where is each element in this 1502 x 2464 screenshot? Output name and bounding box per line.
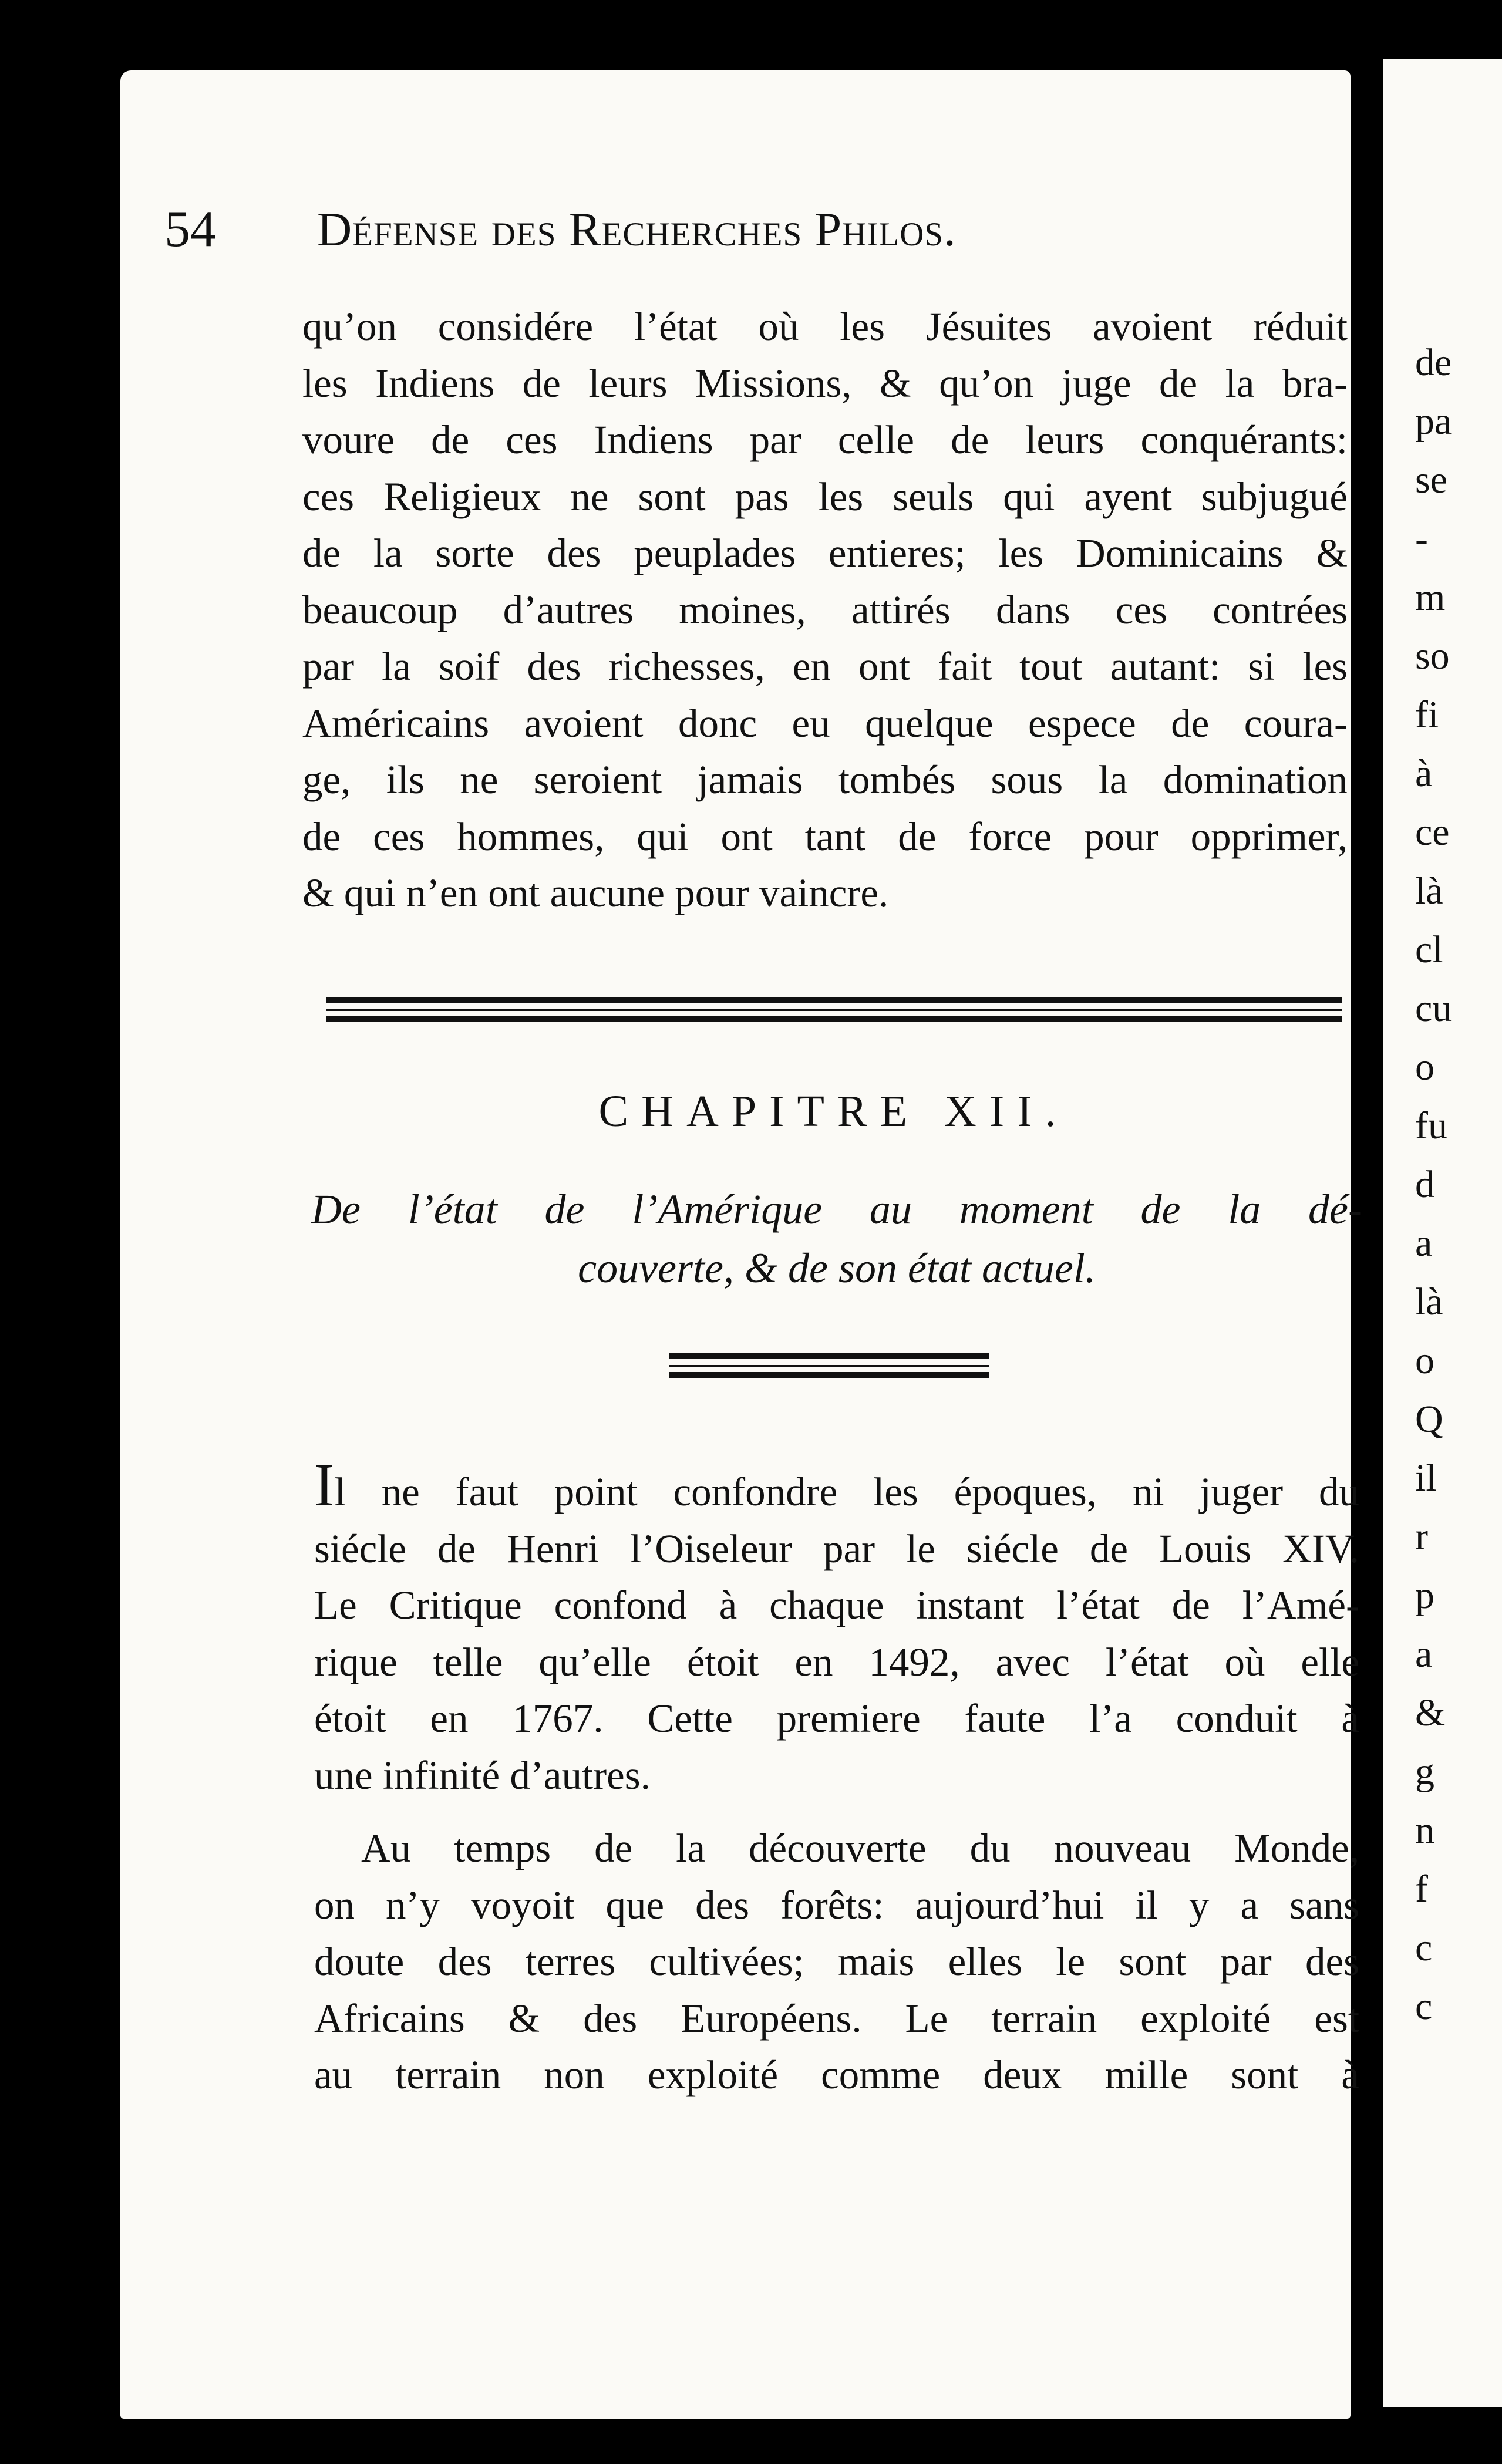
text-line: une infinité d’autres. xyxy=(314,1752,651,1798)
page-header xyxy=(164,200,1210,264)
facing-page-fragment: de xyxy=(1415,341,1452,384)
facing-page-fragment: cu xyxy=(1415,987,1452,1030)
facing-page-fragment: se xyxy=(1415,459,1447,501)
facing-page-fragment: a xyxy=(1415,1633,1433,1676)
facing-page-fragment: fi xyxy=(1415,693,1439,736)
page-number: 54 xyxy=(164,201,216,258)
facing-page-fragment: & xyxy=(1415,1691,1446,1734)
text-line: Africains & des Européens. Le terrain exploité est xyxy=(314,1996,1359,2041)
text-line: siécle de Henri l’Oiseleur par le siécle de Louis XIV. xyxy=(314,1526,1359,1571)
facing-page-fragment: n xyxy=(1415,1809,1434,1852)
text-line: voure de ces Indiens par celle de leurs conquérants: xyxy=(302,417,1348,462)
facing-page-fragment: p xyxy=(1415,1574,1434,1617)
text-line: les Indiens de leurs Missions, & qu’on juge de la bra- xyxy=(302,360,1348,406)
text-line: & qui n’en ont aucune pour vaincre. xyxy=(302,871,889,915)
facing-page-fragment: f xyxy=(1415,1868,1428,1910)
text-line: on n’y voyoit que des forêts: aujourd’hui il y a sans xyxy=(314,1882,1359,1927)
section-divider-rule xyxy=(326,997,1342,1022)
text-line: Au temps de la découverte du nouveau Monde, xyxy=(361,1826,1359,1870)
chapter-subtitle-line: couverte, & de son état actuel. xyxy=(578,1245,1096,1292)
facing-page-fragment: il xyxy=(1415,1457,1437,1499)
chapter-subtitle xyxy=(311,1180,1362,1297)
text-line: beaucoup d’autres moines, attirés dans ces contrées xyxy=(302,587,1348,632)
text-line: ge, ils ne seroient jamais tombés sous la domination xyxy=(302,757,1348,802)
facing-page-fragment: fu xyxy=(1415,1104,1447,1147)
facing-page-fragment: so xyxy=(1415,635,1450,677)
paragraph-3 xyxy=(314,1820,1359,2104)
chapter-heading: CHAPITRE XII. xyxy=(598,1087,1069,1136)
drop-cap: I xyxy=(314,1451,335,1519)
text-line: doute des terres cultivées; mais elles le sont par des xyxy=(314,1939,1359,1984)
text-line-content: l ne faut point confondre les époques, ni juger du xyxy=(334,1469,1359,1514)
facing-page-fragment: ce xyxy=(1415,811,1450,854)
chapter-subtitle-line: De l’état de l’Amérique au moment de la dé- xyxy=(311,1186,1362,1233)
paragraph-1 xyxy=(302,298,1348,922)
facing-page-edge xyxy=(1383,59,1502,2407)
facing-page-fragment: cl xyxy=(1415,928,1443,971)
facing-page-fragment: c xyxy=(1415,1926,1433,1969)
facing-page-fragment: o xyxy=(1415,1339,1434,1382)
facing-page-fragment: Q xyxy=(1415,1398,1443,1441)
text-line: Le Critique confond à chaque instant l’état de l’Amé- xyxy=(314,1583,1359,1627)
facing-page-fragment: o xyxy=(1415,1046,1434,1088)
facing-page-fragment: c xyxy=(1415,1985,1433,2028)
paragraph-2 xyxy=(314,1451,1359,1804)
text-line: de ces hommes, qui ont tant de force pour opprimer, xyxy=(302,814,1348,859)
facing-page-fragment: là xyxy=(1415,869,1443,912)
text-line: qu’on considére l’état où les Jésuites avoient réduit xyxy=(302,304,1348,349)
facing-page-fragment: là xyxy=(1415,1280,1443,1323)
running-title: Défense des Recherches Philos. xyxy=(317,203,957,256)
facing-page-fragment: à xyxy=(1415,752,1433,795)
facing-page-fragment: d xyxy=(1415,1163,1434,1206)
chapter-ornament-rule xyxy=(669,1353,989,1378)
text-line: Américains avoient donc eu quelque espece de coura- xyxy=(302,700,1348,746)
text-line: de la sorte des peuplades entieres; les Dominicains & xyxy=(302,531,1348,575)
text-line: au terrain non exploité comme deux mille sont à xyxy=(314,2052,1359,2097)
text-line: ces Religieux ne sont pas les seuls qui ayent subjugué xyxy=(302,474,1348,519)
facing-page-fragment: m xyxy=(1415,576,1446,619)
facing-page-fragment: - xyxy=(1415,517,1428,560)
text-line: rique telle qu’elle étoit en 1492, avec l’état où elle xyxy=(314,1639,1359,1684)
text-line: par la soif des richesses, en ont fait tout autant: si les xyxy=(302,644,1348,689)
facing-page-fragment: a xyxy=(1415,1222,1433,1265)
facing-page-fragment: pa xyxy=(1415,400,1452,443)
text-line xyxy=(314,1451,1359,1521)
facing-page-fragment: r xyxy=(1415,1515,1428,1558)
text-line: étoit en 1767. Cette premiere faute l’a conduit à xyxy=(314,1696,1359,1741)
facing-page-fragment: g xyxy=(1415,1750,1434,1793)
